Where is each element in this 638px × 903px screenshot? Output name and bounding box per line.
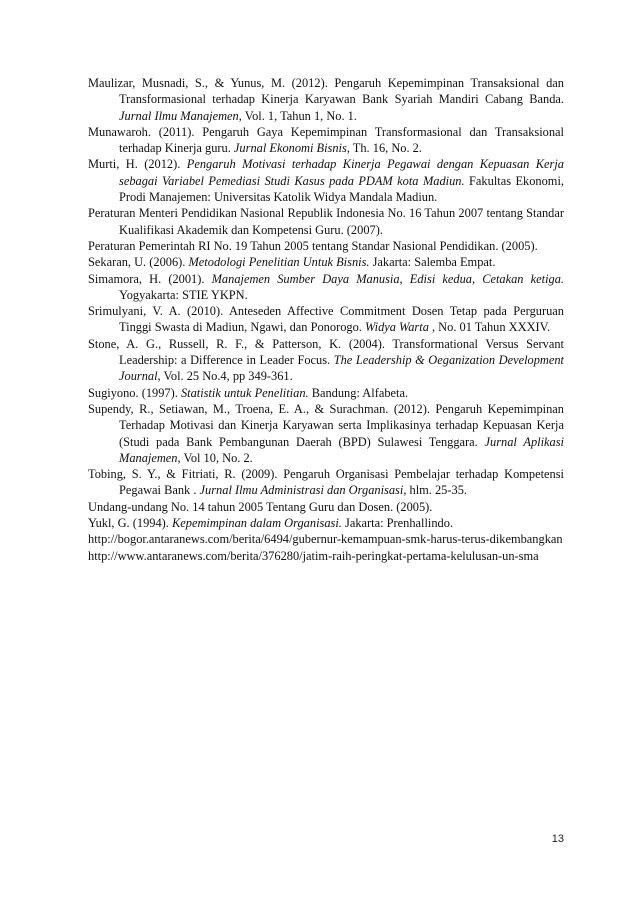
reference-text: Murti, H. (2012).	[88, 157, 187, 172]
reference-text: Bandung: Alfabeta.	[308, 385, 409, 400]
reference-text: , Vol 10, No. 2.	[177, 450, 253, 465]
reference-text: Undang-undang No. 14 tahun 2005 Tentang Guru dan Dosen. (2005).	[88, 499, 433, 514]
reference-text: Simamora, H. (2001).	[88, 271, 212, 286]
reference-text: Stone, A. G., Russell, R. F., & Patterson, K. (2004). Transformational Versus Servant Leadership: a Difference in Leader Focus.	[88, 336, 564, 368]
reference-title-italic: Jurnal Ilmu Manajemen	[119, 108, 239, 123]
reference-entry	[88, 124, 564, 157]
reference-text: Peraturan Menteri Pendidikan Nasional Republik Indonesia No. 16 Tahun 2007 tentang Standar Kualifikasi Akademik dan Kompetensi Guru. (2007).	[88, 206, 564, 237]
reference-text: , Th. 16, No. 2.	[346, 141, 422, 156]
reference-title-italic: Statistik untuk Penelitian.	[180, 385, 309, 400]
reference-title-italic: Kepemimpinan dalam Organisasi.	[171, 516, 342, 531]
reference-text: Sugiyono. (1997).	[88, 385, 181, 400]
reference-title-italic: Jurnal Ilmu Administrasi dan Organisasi	[199, 483, 404, 498]
reference-text: , Vol. 25 No.4, pp 349-361.	[157, 369, 293, 384]
reference-url	[88, 548, 564, 564]
reference-title-italic: Manajemen Sumber Daya Manusia, Edisi kedua, Cetakan ketiga.	[211, 271, 565, 286]
reference-entry	[88, 271, 564, 304]
reference-entry	[88, 156, 564, 205]
reference-entry	[88, 466, 564, 499]
reference-entry	[88, 385, 564, 401]
reference-text: Jakarta: Salemba Empat.	[369, 255, 496, 270]
reference-entry	[88, 499, 564, 515]
reference-text: Fakultas Ekonomi, Prodi Manajemen: Universitas Katolik Widya Mandala Madiun.	[119, 173, 564, 205]
reference-title-italic: The Leadership & Oeganization Development Journal	[119, 353, 564, 384]
reference-url	[88, 531, 564, 547]
reference-text: Jakarta: Prenhallindo.	[341, 516, 454, 531]
reference-entry	[88, 401, 564, 466]
reference-entry	[88, 303, 564, 336]
reference-text: , Vol. 1, Tahun 1, No. 1.	[238, 108, 357, 123]
reference-text: Yogyakarta: STIE YKPN.	[119, 287, 248, 302]
page-number: 13	[551, 833, 564, 845]
reference-entry	[88, 205, 564, 238]
reference-text: http://bogor.antaranews.com/berita/6494/gubernur-kemampuan-smk-harus-terus-dikembangkan	[88, 532, 563, 547]
reference-title-italic: Widya Warta	[364, 320, 429, 335]
reference-text: , hlm. 25-35.	[403, 483, 467, 498]
reference-text: Supendy, R., Setiawan, M., Troena, E. A., & Surachman. (2012). Pengaruh Kepemimpinan Terhadap Motivasi dan Kinerja Karyawan serta Implikasinya terhadap Kepuasan Kerja (Studi pada Bank Pembangunan Daerah (BPD) Sulawesi Tenggara.	[88, 401, 564, 449]
reference-title-italic: Pengaruh Motivasi terhadap Kinerja Pegawai dengan Kepuasan Kerja sebagai Variabel Pemediasi Studi Kasus pada PDAM kota Madiun.	[119, 157, 564, 188]
reference-text: Peraturan Pemerintah RI No. 19 Tahun 2005 tentang Standar Nasional Pendidikan. (2005).	[88, 238, 538, 253]
reference-text: Munawaroh. (2011). Pengaruh Gaya Kepemimpinan Transformasional dan Transaksional terhadap Kinerja guru.	[88, 124, 564, 156]
reference-text: , No. 01 Tahun XXXIV.	[428, 320, 551, 335]
reference-title-italic: Jurnal Ekonomi Bisnis	[233, 141, 347, 156]
reference-title-italic: Jurnal Aplikasi Manajemen	[119, 434, 564, 465]
reference-entry	[88, 238, 564, 254]
reference-entry	[88, 515, 564, 531]
reference-text: http://www.antaranews.com/berita/376280/jatim-raih-peringkat-pertama-kelulusan-un-sma	[88, 548, 539, 563]
reference-entry	[88, 75, 564, 124]
reference-list	[88, 75, 564, 564]
reference-text: Yukl, G. (1994).	[88, 516, 172, 531]
reference-text: Maulizar, Musnadi, S., & Yunus, M. (2012). Pengaruh Kepemimpinan Transaksional dan Transformasional terhadap Kinerja Karyawan Bank Syariah Mandiri Cabang Banda.	[88, 76, 564, 107]
reference-text: Sekaran, U. (2006).	[88, 255, 189, 270]
reference-text: Srimulyani, V. A. (2010). Anteseden Affective Commitment Dosen Tetap pada Perguruan Tinggi Swasta di Madiun, Ngawi, dan Ponorogo.	[88, 304, 564, 335]
reference-text: Tobing, S. Y., & Fitriati, R. (2009). Pengaruh Organisasi Pembelajar terhadap Kompetensi Pegawai Bank .	[88, 467, 564, 498]
reference-entry	[88, 336, 564, 385]
reference-entry	[88, 254, 564, 270]
reference-title-italic: Metodologi Penelitian Untuk Bisnis.	[188, 255, 370, 270]
